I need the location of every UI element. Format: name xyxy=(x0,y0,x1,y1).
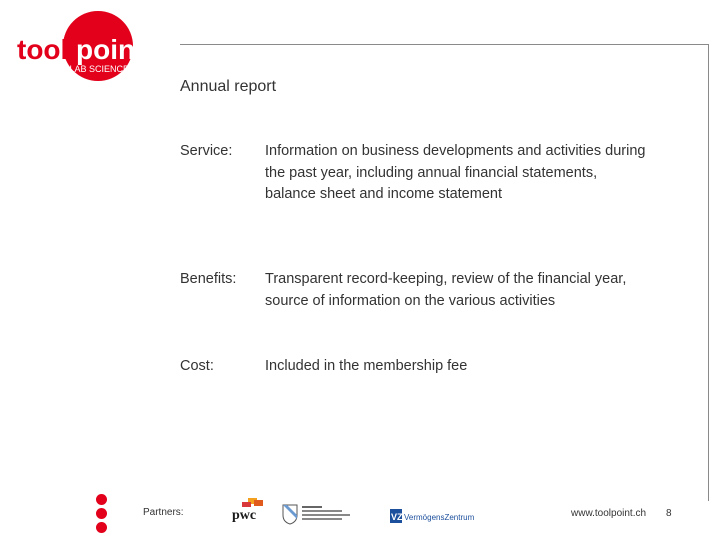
vermoegenszentrum-logo xyxy=(390,509,482,528)
page-number: 8 xyxy=(666,508,672,519)
service-label: Service: xyxy=(180,143,233,159)
frame-top-line xyxy=(180,44,709,45)
benefits-label: Benefits: xyxy=(180,271,237,287)
pwc-logo xyxy=(230,496,266,527)
vermoegenszentrum-logo-text: VermögensZentrum xyxy=(404,513,475,522)
cost-label: Cost: xyxy=(180,358,214,374)
red-dots-decoration xyxy=(96,494,108,534)
service-value: Information on business developments and activities during the past year, including annual financial statements, balance sheet and income statement xyxy=(265,143,646,202)
kanton-zurich-logo xyxy=(280,503,370,530)
red-dot xyxy=(96,494,107,505)
red-dot xyxy=(96,522,107,533)
logo-tagline: FOR LAB SCIENCE xyxy=(48,64,130,74)
website-link[interactable]: www.toolpoint.ch xyxy=(571,508,647,519)
slide-title: Annual report xyxy=(180,78,277,95)
benefits-value: Transparent record-keeping, review of the financial year, source of information on the various activities xyxy=(265,271,627,309)
red-dot xyxy=(96,508,107,519)
frame-right-line xyxy=(708,44,709,501)
partners-label: Partners: xyxy=(143,507,184,518)
logo-word-right: point xyxy=(76,34,145,65)
logo-word-left: tool xyxy=(17,34,69,65)
cost-value: Included in the membership fee xyxy=(265,358,468,374)
svg-text:VZ: VZ xyxy=(391,512,403,522)
toolpoint-logo xyxy=(14,10,154,84)
pwc-logo-text: pwc xyxy=(232,508,257,522)
